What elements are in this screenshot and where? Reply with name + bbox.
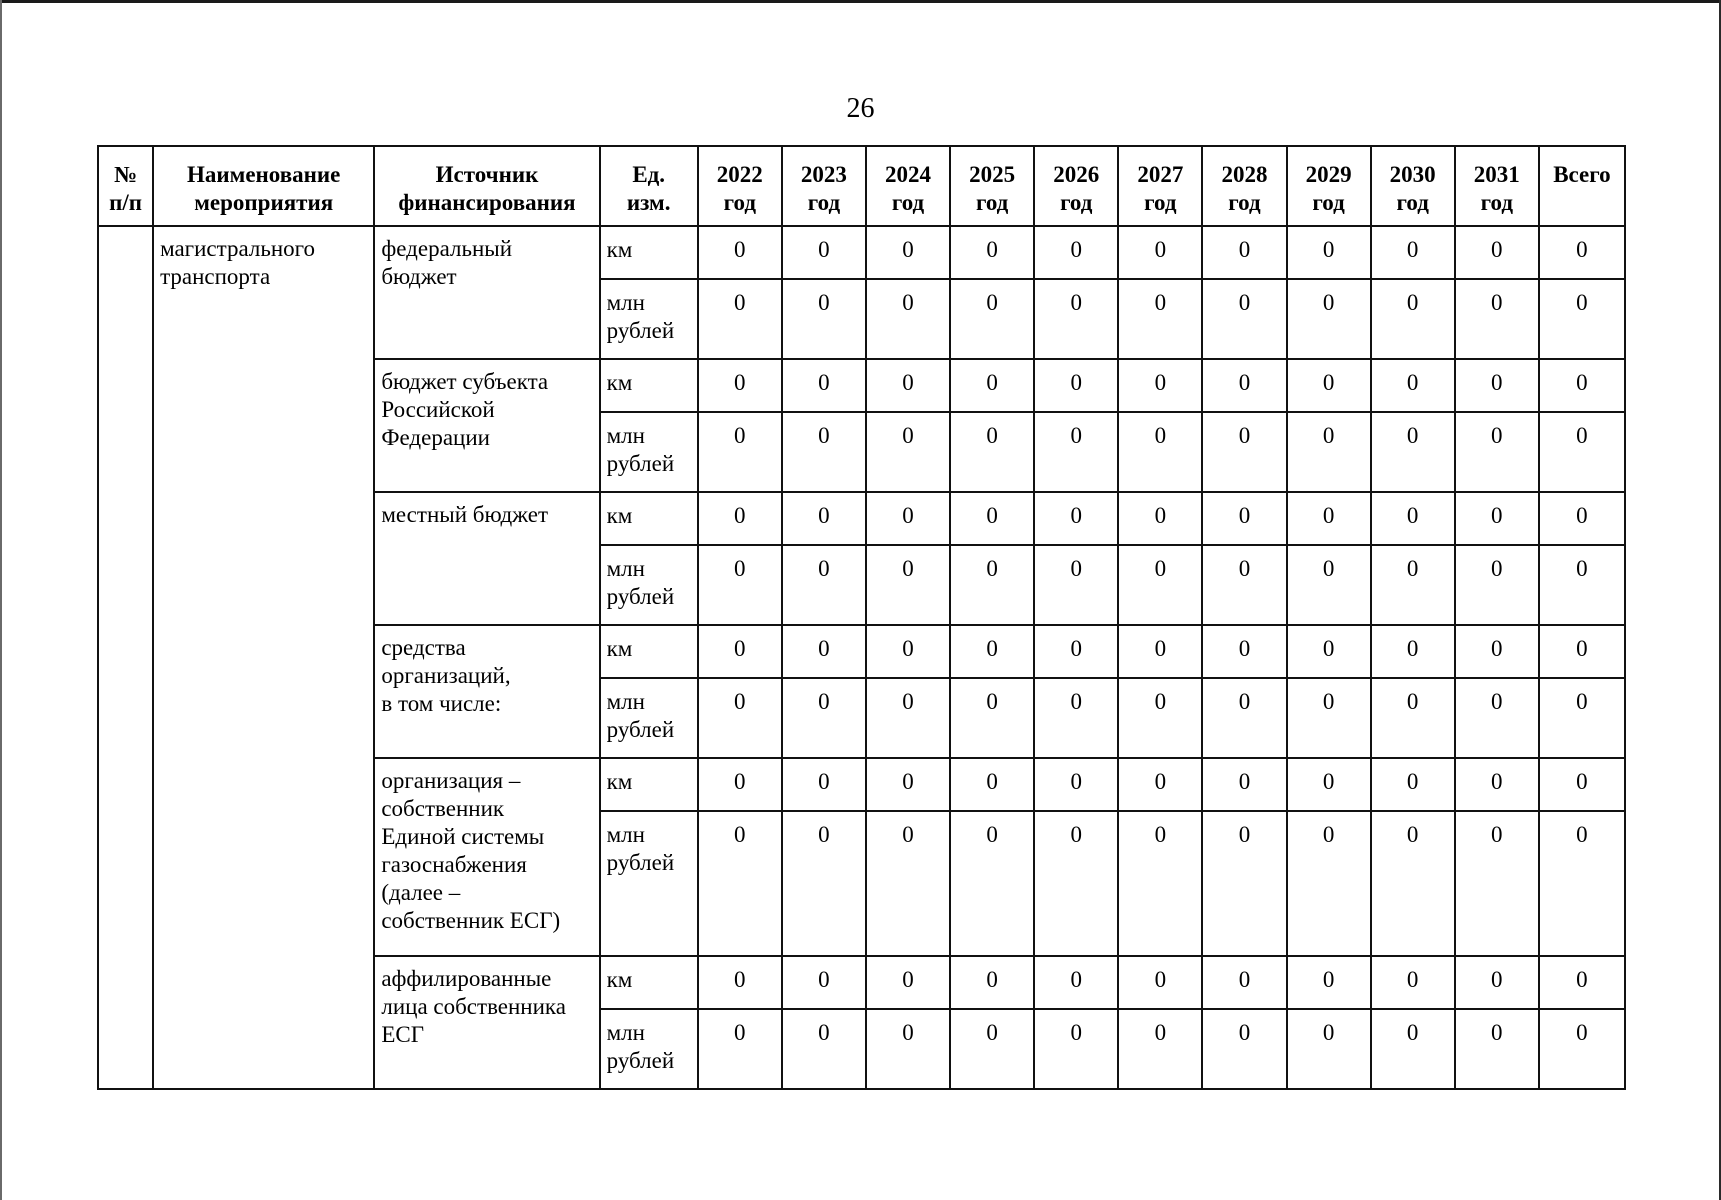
year-value-cell: 0 [1371, 678, 1455, 758]
year-value-cell: 0 [1118, 226, 1202, 279]
year-value-cell: 0 [1371, 811, 1455, 956]
year-value-cell: 0 [950, 956, 1034, 1009]
year-value-cell: 0 [1455, 226, 1539, 279]
year-value-cell: 0 [1287, 412, 1371, 492]
year-value-cell: 0 [866, 678, 950, 758]
year-value-cell: 0 [698, 1009, 782, 1089]
year-value-cell: 0 [866, 412, 950, 492]
unit-cell: км [600, 625, 698, 678]
funding-source-cell: организация – собственник Единой системы газоснабжения (далее – собственник ЕСГ) [374, 758, 599, 956]
total-value-cell: 0 [1539, 279, 1625, 359]
year-value-cell: 0 [950, 492, 1034, 545]
year-value-cell: 0 [1455, 545, 1539, 625]
scan-edge-left [0, 0, 2, 1200]
year-value-cell: 0 [698, 678, 782, 758]
year-value-cell: 0 [1455, 279, 1539, 359]
header-year-2026: 2026 год [1034, 146, 1118, 226]
year-value-cell: 0 [1455, 359, 1539, 412]
year-value-cell: 0 [698, 412, 782, 492]
unit-cell: млн рублей [600, 545, 698, 625]
year-value-cell: 0 [1455, 956, 1539, 1009]
financing-table [97, 145, 1626, 1090]
year-value-cell: 0 [1202, 811, 1286, 956]
year-value-cell: 0 [1202, 1009, 1286, 1089]
funding-source-cell: бюджет субъекта Российской Федерации [374, 359, 599, 492]
unit-cell: млн рублей [600, 279, 698, 359]
year-value-cell: 0 [782, 492, 866, 545]
year-value-cell: 0 [782, 678, 866, 758]
header-row [98, 146, 1625, 226]
table-body [98, 226, 1625, 1089]
year-value-cell: 0 [1118, 811, 1202, 956]
header-event: Наименование мероприятия [153, 146, 374, 226]
year-value-cell: 0 [782, 956, 866, 1009]
year-value-cell: 0 [1202, 625, 1286, 678]
year-value-cell: 0 [866, 758, 950, 811]
header-year-2024: 2024 год [866, 146, 950, 226]
year-value-cell: 0 [1371, 545, 1455, 625]
year-value-cell: 0 [866, 625, 950, 678]
total-value-cell: 0 [1539, 758, 1625, 811]
year-value-cell: 0 [1371, 226, 1455, 279]
year-value-cell: 0 [1455, 412, 1539, 492]
year-value-cell: 0 [1034, 359, 1118, 412]
unit-cell: км [600, 492, 698, 545]
year-value-cell: 0 [950, 279, 1034, 359]
funding-source-cell: аффилированные лица собственника ЕСГ [374, 956, 599, 1089]
year-value-cell: 0 [1455, 811, 1539, 956]
year-value-cell: 0 [698, 279, 782, 359]
year-value-cell: 0 [866, 1009, 950, 1089]
total-value-cell: 0 [1539, 226, 1625, 279]
total-value-cell: 0 [1539, 1009, 1625, 1089]
year-value-cell: 0 [950, 226, 1034, 279]
year-value-cell: 0 [1118, 492, 1202, 545]
total-value-cell: 0 [1539, 545, 1625, 625]
year-value-cell: 0 [1287, 279, 1371, 359]
year-value-cell: 0 [698, 625, 782, 678]
year-value-cell: 0 [1202, 545, 1286, 625]
year-value-cell: 0 [950, 678, 1034, 758]
year-value-cell: 0 [1118, 279, 1202, 359]
total-value-cell: 0 [1539, 492, 1625, 545]
unit-cell: км [600, 956, 698, 1009]
year-value-cell: 0 [1287, 678, 1371, 758]
year-value-cell: 0 [698, 545, 782, 625]
year-value-cell: 0 [782, 545, 866, 625]
year-value-cell: 0 [782, 811, 866, 956]
year-value-cell: 0 [1371, 412, 1455, 492]
year-value-cell: 0 [950, 1009, 1034, 1089]
year-value-cell: 0 [950, 545, 1034, 625]
year-value-cell: 0 [1034, 545, 1118, 625]
year-value-cell: 0 [1034, 492, 1118, 545]
year-value-cell: 0 [1371, 359, 1455, 412]
year-value-cell: 0 [1202, 279, 1286, 359]
year-value-cell: 0 [950, 359, 1034, 412]
year-value-cell: 0 [1287, 625, 1371, 678]
unit-cell: км [600, 226, 698, 279]
year-value-cell: 0 [782, 359, 866, 412]
header-unit: Ед. изм. [600, 146, 698, 226]
funding-source-cell: средства организаций, в том числе: [374, 625, 599, 758]
total-value-cell: 0 [1539, 678, 1625, 758]
year-value-cell: 0 [782, 758, 866, 811]
funding-source-cell: федеральный бюджет [374, 226, 599, 359]
year-value-cell: 0 [698, 811, 782, 956]
year-value-cell: 0 [866, 492, 950, 545]
year-value-cell: 0 [1034, 279, 1118, 359]
year-value-cell: 0 [1455, 1009, 1539, 1089]
unit-cell: км [600, 359, 698, 412]
unit-cell: млн рублей [600, 412, 698, 492]
year-value-cell: 0 [1118, 758, 1202, 811]
year-value-cell: 0 [1455, 625, 1539, 678]
year-value-cell: 0 [1034, 758, 1118, 811]
year-value-cell: 0 [698, 956, 782, 1009]
year-value-cell: 0 [1287, 492, 1371, 545]
unit-cell: млн рублей [600, 811, 698, 956]
year-value-cell: 0 [1202, 226, 1286, 279]
year-value-cell: 0 [1202, 359, 1286, 412]
year-value-cell: 0 [1034, 625, 1118, 678]
year-value-cell: 0 [1371, 492, 1455, 545]
year-value-cell: 0 [1371, 956, 1455, 1009]
year-value-cell: 0 [1455, 678, 1539, 758]
header-year-2031: 2031 год [1455, 146, 1539, 226]
header-year-2027: 2027 год [1118, 146, 1202, 226]
header-source: Источник финансирования [374, 146, 599, 226]
total-value-cell: 0 [1539, 625, 1625, 678]
year-value-cell: 0 [1287, 545, 1371, 625]
year-value-cell: 0 [782, 226, 866, 279]
year-value-cell: 0 [782, 279, 866, 359]
year-value-cell: 0 [1118, 1009, 1202, 1089]
year-value-cell: 0 [1118, 359, 1202, 412]
year-value-cell: 0 [1118, 412, 1202, 492]
year-value-cell: 0 [1118, 625, 1202, 678]
year-value-cell: 0 [866, 279, 950, 359]
year-value-cell: 0 [698, 226, 782, 279]
year-value-cell: 0 [1287, 811, 1371, 956]
row-number-cell [98, 226, 153, 1089]
page-number: 26 [846, 93, 875, 124]
year-value-cell: 0 [866, 226, 950, 279]
year-value-cell: 0 [866, 359, 950, 412]
year-value-cell: 0 [1287, 956, 1371, 1009]
year-value-cell: 0 [782, 625, 866, 678]
year-value-cell: 0 [1455, 758, 1539, 811]
header-number: № п/п [98, 146, 153, 226]
scan-edge-top [0, 0, 1721, 3]
year-value-cell: 0 [1034, 956, 1118, 1009]
year-value-cell: 0 [866, 811, 950, 956]
year-value-cell: 0 [866, 545, 950, 625]
event-name-cell: магистрального транспорта [153, 226, 374, 1089]
year-value-cell: 0 [1287, 1009, 1371, 1089]
table-row [98, 226, 1625, 279]
year-value-cell: 0 [866, 956, 950, 1009]
year-value-cell: 0 [1287, 359, 1371, 412]
header-total: Всего [1539, 146, 1625, 226]
total-value-cell: 0 [1539, 359, 1625, 412]
year-value-cell: 0 [1034, 678, 1118, 758]
year-value-cell: 0 [1034, 226, 1118, 279]
year-value-cell: 0 [1371, 758, 1455, 811]
year-value-cell: 0 [1371, 625, 1455, 678]
year-value-cell: 0 [698, 758, 782, 811]
header-year-2030: 2030 год [1371, 146, 1455, 226]
year-value-cell: 0 [1202, 956, 1286, 1009]
year-value-cell: 0 [698, 492, 782, 545]
year-value-cell: 0 [1202, 412, 1286, 492]
header-year-2023: 2023 год [782, 146, 866, 226]
year-value-cell: 0 [1371, 1009, 1455, 1089]
year-value-cell: 0 [950, 811, 1034, 956]
year-value-cell: 0 [1034, 1009, 1118, 1089]
funding-source-cell: местный бюджет [374, 492, 599, 625]
year-value-cell: 0 [950, 412, 1034, 492]
unit-cell: млн рублей [600, 678, 698, 758]
year-value-cell: 0 [698, 359, 782, 412]
year-value-cell: 0 [1371, 279, 1455, 359]
year-value-cell: 0 [950, 758, 1034, 811]
year-value-cell: 0 [782, 1009, 866, 1089]
total-value-cell: 0 [1539, 956, 1625, 1009]
header-year-2029: 2029 год [1287, 146, 1371, 226]
year-value-cell: 0 [1118, 956, 1202, 1009]
year-value-cell: 0 [950, 625, 1034, 678]
unit-cell: км [600, 758, 698, 811]
year-value-cell: 0 [1202, 492, 1286, 545]
year-value-cell: 0 [1287, 758, 1371, 811]
header-year-2025: 2025 год [950, 146, 1034, 226]
year-value-cell: 0 [1118, 678, 1202, 758]
year-value-cell: 0 [1034, 811, 1118, 956]
year-value-cell: 0 [782, 412, 866, 492]
header-year-2028: 2028 год [1202, 146, 1286, 226]
unit-cell: млн рублей [600, 1009, 698, 1089]
year-value-cell: 0 [1455, 492, 1539, 545]
year-value-cell: 0 [1118, 545, 1202, 625]
total-value-cell: 0 [1539, 811, 1625, 956]
year-value-cell: 0 [1034, 412, 1118, 492]
year-value-cell: 0 [1287, 226, 1371, 279]
header-year-2022: 2022 год [698, 146, 782, 226]
year-value-cell: 0 [1202, 758, 1286, 811]
total-value-cell: 0 [1539, 412, 1625, 492]
year-value-cell: 0 [1202, 678, 1286, 758]
